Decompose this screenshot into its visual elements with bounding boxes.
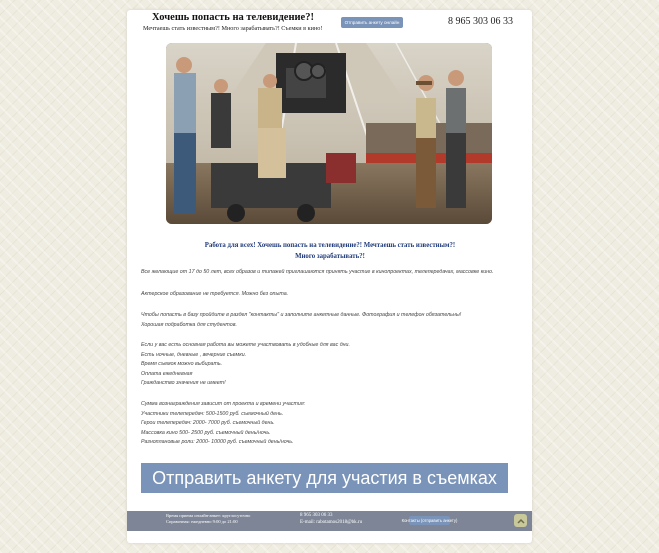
footer-email[interactable]: E-mail: rabotamos2018@bk.ru xyxy=(300,520,363,525)
chevron-up-icon xyxy=(517,518,525,524)
footer-phone: 8 965 303 06 33 xyxy=(300,513,333,518)
footer-hours-line-1: Время приема онлайн-анкет: круглосуточно xyxy=(166,513,251,518)
text-line: Оплата ежедневная xyxy=(141,370,193,377)
contacts-button[interactable]: Контакты (отправить анкету) xyxy=(401,518,458,523)
paragraph-instructions xyxy=(141,311,521,330)
film-crew-photo xyxy=(166,43,492,224)
text-line: Все желающие от 17 до 50 лет, всех образов и типажей приглашаются принять участие в кинопроектах, телепередачах, массовке кино. xyxy=(141,269,494,275)
text-line: Участники телепередач: 500-1500 руб. съемочный день. xyxy=(141,410,284,417)
text-line: Если у вас есть основная работа вы можете участвовать в удобные для вас дни. xyxy=(141,342,350,348)
photo-illustration xyxy=(166,43,492,224)
text-line: Гражданство значения не имеет! xyxy=(141,380,226,387)
headline-line-1: Работа для всех! Хочешь попасть на телевидение?! Мечтаешь стать известным?! xyxy=(204,242,456,249)
paragraph-education xyxy=(141,290,521,300)
send-form-header-button[interactable]: Отправить анкету онлайн xyxy=(341,17,403,28)
send-form-cta-button[interactable]: Отправить анкету для участия в съемках xyxy=(141,463,508,493)
text-line: Герои телепередач: 2000- 7000 руб. съемочный день. xyxy=(141,420,275,427)
footer-hours-line-2: Справочная: ежедневно 9:00 до 21:00 xyxy=(166,519,238,524)
page-subtitle: Мечтаешь стать известным?! Много зарабатывать?! Съемки в кино! xyxy=(143,25,323,32)
text-line: Разноплановые роли: 2000- 10000 руб. съемочный день/ночь. xyxy=(141,439,294,446)
headline-line-2: Много зарабатывать?! xyxy=(295,253,365,260)
main-headline xyxy=(140,240,520,262)
text-line: Сумма вознаграждения зависит от проекта и времени участия: xyxy=(141,401,306,407)
text-line: Время съемок можно выбирать. xyxy=(141,361,223,368)
text-line: Хорошая подработка для студентов. xyxy=(141,321,237,328)
paragraph-age xyxy=(141,268,521,278)
page-title: Хочешь попасть на телевидение?! xyxy=(152,12,314,23)
text-line: Массовка кино 500- 2500 руб. съемочный день/ночь. xyxy=(141,429,271,436)
paragraph-schedule xyxy=(141,341,521,389)
header-phone: 8 965 303 06 33 xyxy=(448,16,513,27)
paragraph-payment xyxy=(141,400,521,448)
text-line: Чтобы попасть в базу пройдите в раздел "контакты" и заполните анкетные данные. Фотография и телефон обязательны! xyxy=(141,312,462,318)
text-line: Есть ночные, дневные , вечерние съемки. xyxy=(141,351,247,358)
text-line: Актерское образование не требуется. Можно без опыта. xyxy=(141,291,289,297)
scroll-up-button[interactable] xyxy=(514,514,527,527)
